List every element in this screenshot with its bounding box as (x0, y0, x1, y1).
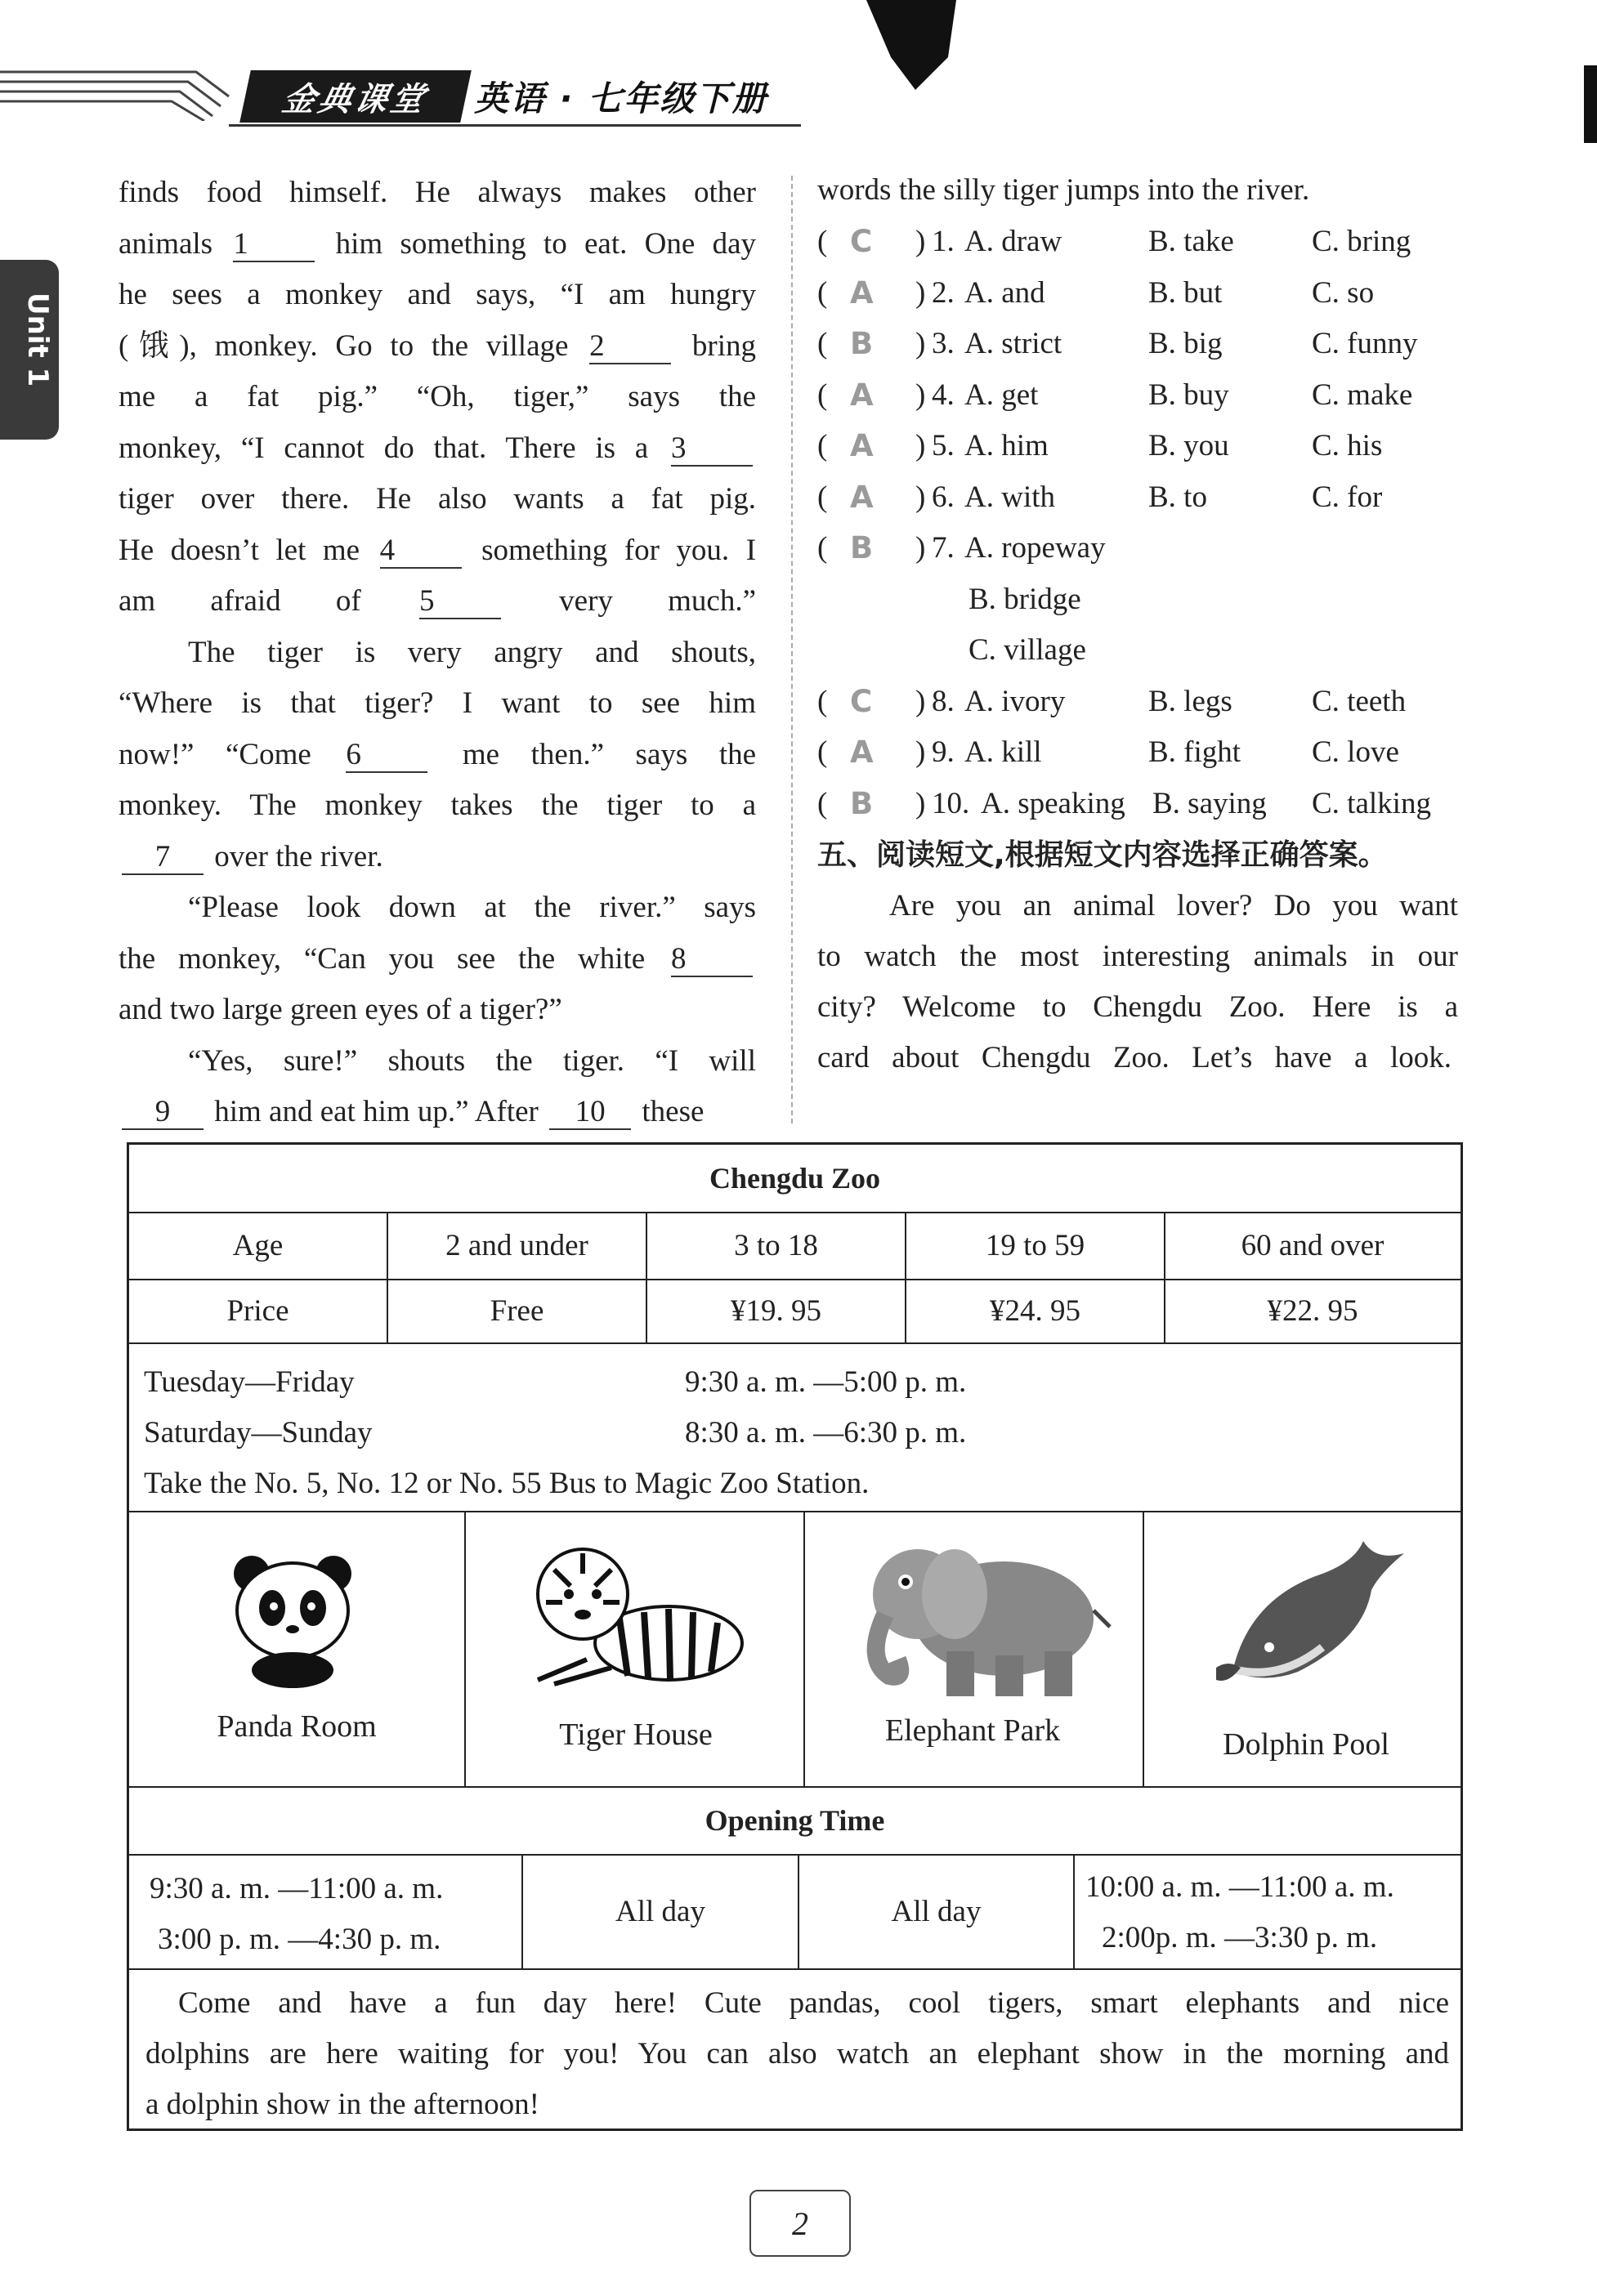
question-number: 3. (932, 327, 955, 360)
passage-line: he sees a monkey and says, “I am hungry (119, 278, 756, 311)
passage-line: finds food himself. He always makes other (119, 176, 756, 209)
section-5-line: city? Welcome to Chengdu Zoo. Here is a (817, 990, 1458, 1024)
question-number: 4. (932, 377, 955, 412)
answer-letter: A (850, 479, 874, 515)
passage-line (119, 321, 756, 372)
answer-letter: A (850, 377, 874, 413)
hours-time: 8:30 a. m. —6:30 p. m. (685, 1416, 967, 1450)
answer-blank: 8 (671, 943, 753, 977)
answer-blank: 9 (122, 1096, 204, 1130)
option-a: A. kill (964, 735, 1042, 769)
option-b: B. fight (1148, 735, 1241, 769)
unit-tab (0, 260, 59, 440)
option-b: B. big (1148, 327, 1223, 360)
question-number: 2. (932, 275, 955, 310)
price-cell: Free (490, 1293, 544, 1328)
passage-text: bring (691, 328, 757, 363)
option-b: B. bridge (968, 582, 1081, 616)
passage-line: monkey. The monkey takes the tiger to a (119, 788, 756, 822)
question-number: 10. (932, 786, 970, 820)
option-c: C. funny (1312, 327, 1418, 360)
opening-time: 10:00 a. m. —11:00 a. m. (1085, 1870, 1394, 1904)
animal-label: Elephant Park (884, 1713, 1061, 1748)
answer-blank: 1 (233, 228, 315, 262)
passage-text: the monkey, “Can you see the white (119, 941, 646, 976)
opening-time: 2:00p. m. —3:30 p. m. (1102, 1921, 1378, 1954)
section-5-line: to watch the most interesting animals in our (817, 940, 1458, 973)
animal-label: Panda Room (217, 1709, 377, 1744)
opening-time: All day (891, 1894, 982, 1928)
question-number: 5. (932, 429, 955, 462)
age-cell: 60 and over (1241, 1228, 1385, 1262)
hours-days: Saturday—Sunday (144, 1416, 373, 1450)
elephant-icon (840, 1537, 1118, 1700)
option-c: C. so (1312, 275, 1375, 310)
age-cell: 19 to 59 (985, 1228, 1085, 1262)
passage-line (119, 576, 756, 627)
option-b: B. legs (1148, 684, 1232, 718)
option-b: B. saying (1152, 786, 1267, 820)
dolphin-icon (1200, 1525, 1420, 1713)
answer-letter: A (850, 428, 874, 463)
option-a: A. ropeway (964, 531, 1106, 565)
hours-time: 9:30 a. m. —5:00 p. m. (685, 1365, 967, 1399)
age-cell: 2 and under (445, 1228, 588, 1262)
passage-text: him something to eat. One day (335, 226, 756, 261)
closing-text: dolphins are here waiting for you! You can also watch an elephant show in the morning and (145, 2037, 1449, 2070)
page-number: 2 (749, 2190, 851, 2257)
unit-tab-label: Unit 1 (21, 293, 54, 387)
answer-letter: C (850, 224, 873, 259)
opening-time: 9:30 a. m. —11:00 a. m. (150, 1872, 444, 1905)
passage-right-line: words the silly tiger jumps into the river. (817, 173, 1310, 207)
passage-line: tiger over there. He also wants a fat pig. (119, 482, 756, 516)
passage-text: am afraid of (119, 584, 361, 618)
passage-text: something for you. I (481, 533, 757, 567)
option-a: A. with (964, 480, 1055, 514)
column-divider (791, 176, 794, 1123)
price-label: Price (226, 1293, 289, 1328)
option-c: C. make (1312, 377, 1413, 412)
section-5-line: card about Chengdu Zoo. Let’s have a look. (817, 1041, 1452, 1074)
answer-letter: B (850, 785, 874, 821)
zoo-card-title: Chengdu Zoo (709, 1162, 881, 1195)
price-cell: ¥22. 95 (1267, 1293, 1358, 1328)
answer-blank: 3 (671, 432, 753, 467)
passage-text: He doesn’t let me (119, 533, 360, 567)
panda-icon (227, 1549, 358, 1688)
passage-line: me a fat pig.” “Oh, tiger,” says the (119, 380, 756, 413)
opening-time: 3:00 p. m. —4:30 p. m. (158, 1923, 441, 1956)
header-subtitle: 英语 · 七年级下册 (474, 78, 768, 118)
option-b: B. but (1148, 275, 1223, 310)
passage-text: over the river. (214, 839, 383, 873)
option-c: C. bring (1312, 225, 1411, 258)
passage-line: and two large green eyes of a tiger?” (119, 993, 562, 1026)
hours-days: Tuesday—Friday (144, 1365, 355, 1399)
passage-line (119, 1087, 756, 1137)
section-5-line: Are you an animal lover? Do you want (889, 889, 1458, 922)
binder-clip-shadow (858, 0, 964, 106)
animal-label: Dolphin Pool (1223, 1727, 1389, 1762)
tiger-icon (521, 1537, 750, 1700)
option-a: A. draw (964, 225, 1062, 258)
option-a: A. get (964, 377, 1039, 412)
bus-info: Take the No. 5, No. 12 or No. 55 Bus to Magic Zoo Station. (144, 1467, 870, 1500)
header-badge: 金典课堂 (239, 70, 472, 123)
option-b: B. you (1148, 429, 1229, 462)
passage-text: (饿), monkey. Go to the village (119, 328, 569, 363)
passage-line: “Please look down at the river.” says (188, 891, 756, 924)
option-a: A. and (964, 275, 1045, 310)
question-number: 1. (932, 225, 955, 258)
header-rule (229, 124, 801, 127)
question-number: 7. (932, 531, 955, 565)
option-c: C. for (1312, 480, 1383, 514)
closing-text: Come and have a fun day here! Cute pandas, cool tigers, smart elephants and nice (178, 1986, 1449, 2020)
answer-letter: C (850, 683, 873, 719)
passage-text: animals (119, 226, 213, 261)
passage-text: these (642, 1095, 705, 1128)
answer-letter: A (850, 735, 874, 770)
age-cell: 3 to 18 (734, 1228, 818, 1262)
passage-line: “Where is that tiger? I want to see him (119, 686, 756, 720)
passage-text: now!” “Come (119, 737, 311, 771)
opening-time: All day (615, 1894, 705, 1928)
edge-mark (1584, 65, 1597, 143)
answer-letter: B (850, 326, 874, 361)
option-c: C. village (968, 633, 1086, 667)
closing-text: a dolphin show in the afternoon! (145, 2088, 539, 2121)
passage-line: The tiger is very angry and shouts, (188, 635, 756, 669)
option-a: A. strict (964, 327, 1062, 360)
answer-letter: B (850, 530, 874, 565)
passage-line (119, 832, 756, 882)
option-a: A. speaking (981, 786, 1125, 820)
header-stripes (0, 64, 245, 121)
passage-text: monkey, “I cannot do that. There is a (119, 431, 649, 465)
passage-line: “Yes, sure!” shouts the tiger. “I will (188, 1043, 756, 1078)
option-b: B. take (1148, 225, 1234, 258)
passage-line (119, 934, 756, 985)
answer-blank: 2 (589, 330, 671, 364)
passage-line (119, 423, 756, 474)
option-a: A. ivory (964, 684, 1066, 718)
option-c: C. teeth (1312, 684, 1407, 718)
passage-line (119, 219, 756, 270)
passage-text: very much.” (559, 584, 757, 618)
animal-label: Tiger House (559, 1718, 713, 1752)
answer-blank: 6 (346, 739, 427, 773)
option-b: B. to (1148, 480, 1207, 514)
answer-blank: 7 (122, 841, 204, 875)
section-5-title: 五、阅读短文,根据短文内容选择正确答案。 (817, 838, 1388, 872)
passage-line (119, 525, 756, 576)
option-a: A. him (964, 429, 1049, 462)
answer-blank: 4 (380, 534, 462, 569)
passage-text: me then.” says the (462, 737, 757, 771)
price-cell: ¥24. 95 (990, 1293, 1080, 1328)
answer-blank: 5 (419, 585, 501, 619)
option-c: C. love (1312, 735, 1399, 769)
passage-line (119, 730, 756, 780)
zoo-card (127, 1142, 1463, 2131)
price-cell: ¥19. 95 (731, 1293, 821, 1328)
question-number: 9. (932, 735, 955, 769)
age-label: Age (232, 1228, 284, 1262)
answer-letter: A (850, 275, 874, 310)
passage-text: him and eat him up.” After (214, 1095, 539, 1128)
option-b: B. buy (1148, 377, 1229, 412)
option-c: C. talking (1312, 786, 1431, 820)
opening-time-title: Opening Time (705, 1803, 885, 1837)
question-number: 8. (932, 684, 955, 718)
question-number: 6. (932, 480, 955, 514)
answer-blank: 10 (549, 1096, 631, 1130)
option-c: C. his (1312, 429, 1383, 462)
